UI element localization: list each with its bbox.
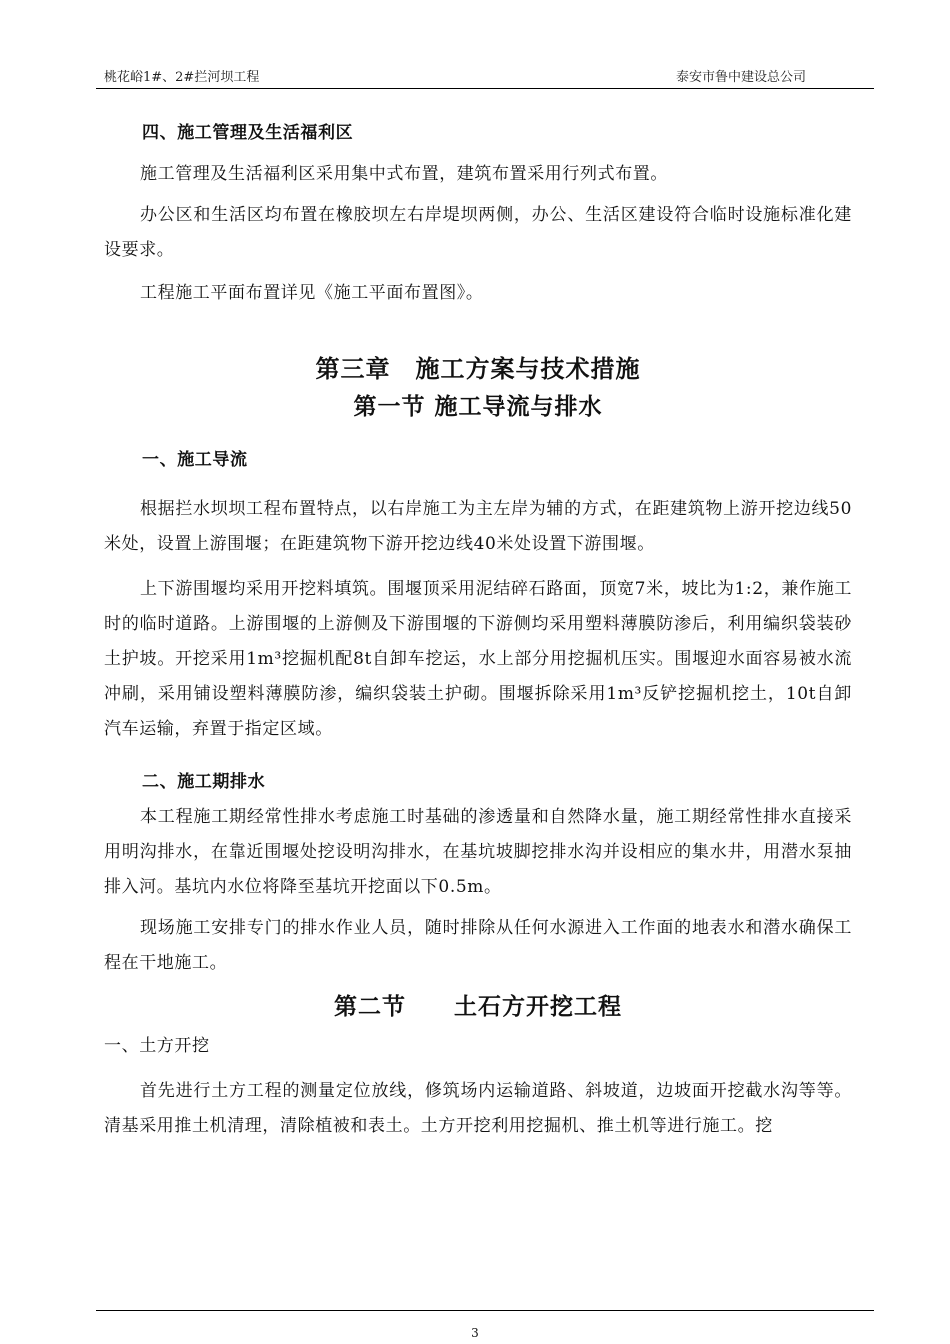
header-project-name: 桃花峪1#、2#拦河坝工程: [104, 70, 260, 85]
section-1-title: 第一节 施工导流与排水: [353, 393, 603, 420]
header-divider: [96, 88, 874, 89]
section-2-title: 第二节 土石方开挖工程: [334, 993, 622, 1020]
page-number: 3: [471, 1326, 479, 1340]
section-4-heading: 四、施工管理及生活福利区: [142, 123, 354, 143]
drainage-paragraph-1: 本工程施工期经常性排水考虑施工时基础的渗透量和自然降水量，施工期经常性排水直接采用明沟排水，在靠近围堰处挖设明沟排水，在基坑坡脚挖排水沟并设相应的集水井，用潜水泵抽排入河。基坑内水位将降至基坑开挖面以下0.5m。: [104, 807, 852, 897]
diversion-paragraph-1: 根据拦水坝坝工程布置特点，以右岸施工为主左岸为辅的方式，在距建筑物上游开挖边线50米处，设置上游围堰；在距建筑物下游开挖边线40米处设置下游围堰。: [104, 499, 852, 554]
excavation-paragraph-1: 首先进行土方工程的测量定位放线，修筑场内运输道路、斜坡道，边坡面开挖截水沟等等。清基采用推土机清理，清除植被和表土。土方开挖利用挖掘机、推土机等进行施工。挖: [104, 1081, 852, 1136]
drainage-heading: 二、施工期排水: [142, 772, 266, 792]
footer-divider: [96, 1310, 874, 1311]
section-4-paragraph-2: 办公区和生活区均布置在橡胶坝左右岸堤坝两侧，办公、生活区建设符合临时设施标准化建设要求。: [104, 205, 852, 260]
document-body: [104, 112, 852, 1144]
drainage-paragraph-2: 现场施工安排专门的排水作业人员，随时排除从任何水源进入工作面的地表水和潜水确保工程在干地施工。: [104, 918, 852, 973]
diversion-paragraph-2: 上下游围堰均采用开挖料填筑。围堰顶采用泥结碎石路面，顶宽7米，坡比为1:2，兼作施工时的临时道路。上游围堰的上游侧及下游围堰的下游侧均采用塑料薄膜防渗后，利用编织袋装砂土护坡。开挖采用1m³挖掘机配8t自卸车挖运，水上部分用挖掘机压实。围堰迎水面容易被水流冲刷，采用铺设塑料薄膜防渗，编织袋装土护砌。围堰拆除采用1m³反铲挖掘机挖土，10t自卸汽车运输，弃置于指定区域。: [104, 579, 852, 739]
chapter-3-title: 第三章 施工方案与技术措施: [315, 354, 641, 383]
diversion-heading: 一、施工导流: [142, 450, 248, 470]
section-4-paragraph-3: 工程施工平面布置详见《施工平面布置图》。: [140, 283, 484, 303]
excavation-heading: 一、土方开挖: [104, 1036, 210, 1056]
section-4-paragraph-1: 施工管理及生活福利区采用集中式布置，建筑布置采用行列式布置。: [140, 164, 668, 184]
header-company-name: 泰安市鲁中建设总公司: [675, 70, 806, 85]
